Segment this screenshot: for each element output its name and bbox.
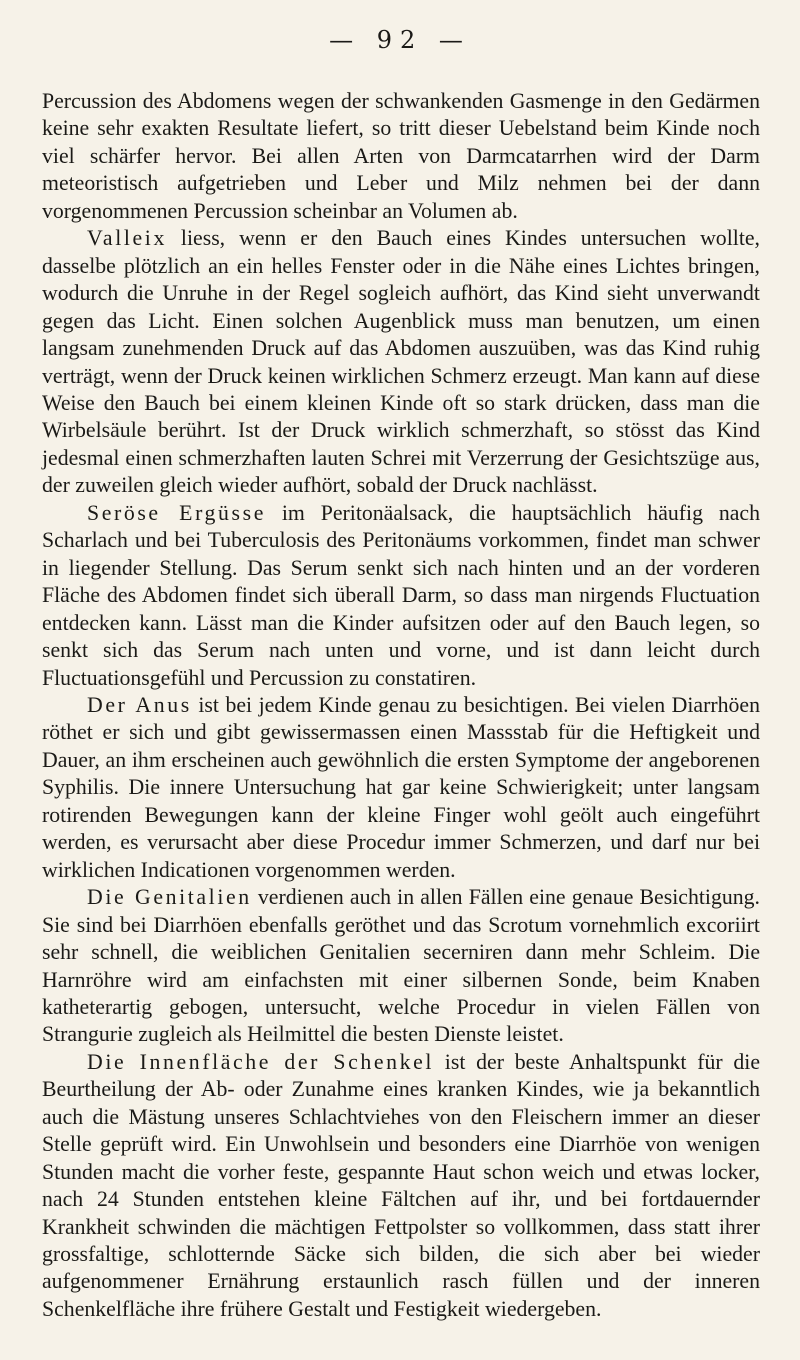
- paragraph-lead-term: Die Innenfläche der Schenkel: [87, 1049, 435, 1074]
- paragraph-lead-term: Der Anus: [87, 692, 192, 717]
- paragraph-seroese-ergusse: [42, 500, 760, 692]
- paragraph-percussion: [42, 88, 760, 225]
- paragraph-text: verdienen auch in allen Fällen eine genaue Besichtigung. Sie sind bei Diarrhöen ebenfalls geröthet und das Scrotum vornehmlich excoriirt sehr schnell, die weiblichen Genitalien secerniren dann mehr Schleim. Die Harnröhre wird am einfachsten mit einer silbernen Sonde, beim Knaben katheterartig gebogen, untersucht, welche Procedur in vielen Fällen von Strangurie zugleich als Heilmittel die besten Dienste leistet.: [42, 885, 760, 1047]
- paragraph-text: im Peritonäalsack, die hauptsächlich häufig nach Scharlach und bei Tuberculosis des Peritonäums vorkommen, findet man schwer in liegender Stellung. Das Serum senkt sich nach hinten und an der vorderen Fläche des Abdomen findet sich überall Darm, so dass man nirgends Fluctuation entdecken kann. Lässt man die Kinder aufsitzen oder auf den Bauch legen, so senkt sich das Serum nach unten und vorne, und ist dann leicht durch Fluctuationsgefühl und Percussion zu constatiren.: [42, 500, 760, 690]
- paragraph-text: ist der beste Anhaltspunkt für die Beurtheilung der Ab- oder Zunahme eines kranken Kindes, wie ja bekanntlich auch die Mästung unseres Schlachtviehes von den Fleischern immer an dieser Stelle geprüft wird. Ein Unwohlsein und besonders eine Diarrhöe von wenigen Stunden macht die vorher feste, gespannte Haut schon weich und etwas locker, nach 24 Stunden entstehen kleine Fältchen auf ihr, und bei fortdauernder Krankheit schwinden die mächtigen Fettpolster so vollkommen, dass statt ihrer grossfaltige, schlotternde Säcke sich bilden, die sich aber bei wieder aufgenommener Ernährung erstaunlich rasch füllen und der inneren Schenkelfläche ihre frühere Gestalt und Festigkeit wiedergeben.: [42, 1049, 760, 1321]
- body-text: [42, 88, 760, 1323]
- paragraph-schenkel: [42, 1049, 760, 1324]
- paragraph-text: ist bei jedem Kinde genau zu besichtigen. Bei vielen Diarrhöen röthet er sich und gibt gewissermassen einen Massstab für die Heftigkeit und Dauer, an ihm erscheinen auch gewöhnlich die ersten Symptome der angeborenen Syphilis. Die innere Untersuchung hat gar keine Schwierigkeit; unter langsam rotirenden Bewegungen kann der kleine Finger wohl geölt auch eingeführt werden, es verursacht aber diese Procedur immer Schmerzen, und darf nur bei wirklichen Indicationen vorgenommen werden.: [42, 692, 760, 882]
- paragraph-text: Percussion des Abdomens wegen der schwankenden Gasmenge in den Gedärmen keine sehr exakten Resultate liefert, so tritt dieser Uebelstand beim Kinde noch viel schärfer hervor. Bei allen Arten von Darmcatarrhen wird der Darm meteoristisch aufgetrieben und Leber und Milz nehmen bei der dann vorgenommenen Percussion scheinbar an Volumen ab.: [42, 89, 760, 223]
- paragraph-text: liess, wenn er den Bauch eines Kindes untersuchen wollte, dasselbe plötzlich an ein helles Fenster oder in die Nähe eines Lichtes bringen, wodurch die Unruhe in der Regel sogleich aufhört, das Kind sieht unverwandt gegen das Licht. Einen solchen Augenblick muss man benutzen, um einen langsam zunehmenden Druck auf das Abdomen auszuüben, was das Kind ruhig verträgt, wenn der Druck keinen wirklichen Schmerz erzeugt. Man kann auf diese Weise den Bauch bei einem kleinen Kinde oft so stark drücken, dass man die Wirbelsäule berührt. Ist der Druck wirklich schmerzhaft, so stösst das Kind jedesmal einen schmerzhaften lauten Schrei mit Verzerrung der Gesichtszüge aus, der zuweilen gleich wieder aufhört, sobald der Druck nachlässt.: [42, 226, 760, 498]
- paragraph-lead-term: Valleix: [87, 226, 167, 251]
- page-number: — 92 —: [329, 26, 471, 54]
- paragraph-lead-term: Seröse Ergüsse: [87, 500, 266, 525]
- paragraph-lead-term: Die Genitalien: [87, 885, 252, 910]
- paragraph-valleix: [42, 225, 760, 500]
- paragraph-genitalien: [42, 884, 760, 1049]
- paragraph-anus: [42, 692, 760, 884]
